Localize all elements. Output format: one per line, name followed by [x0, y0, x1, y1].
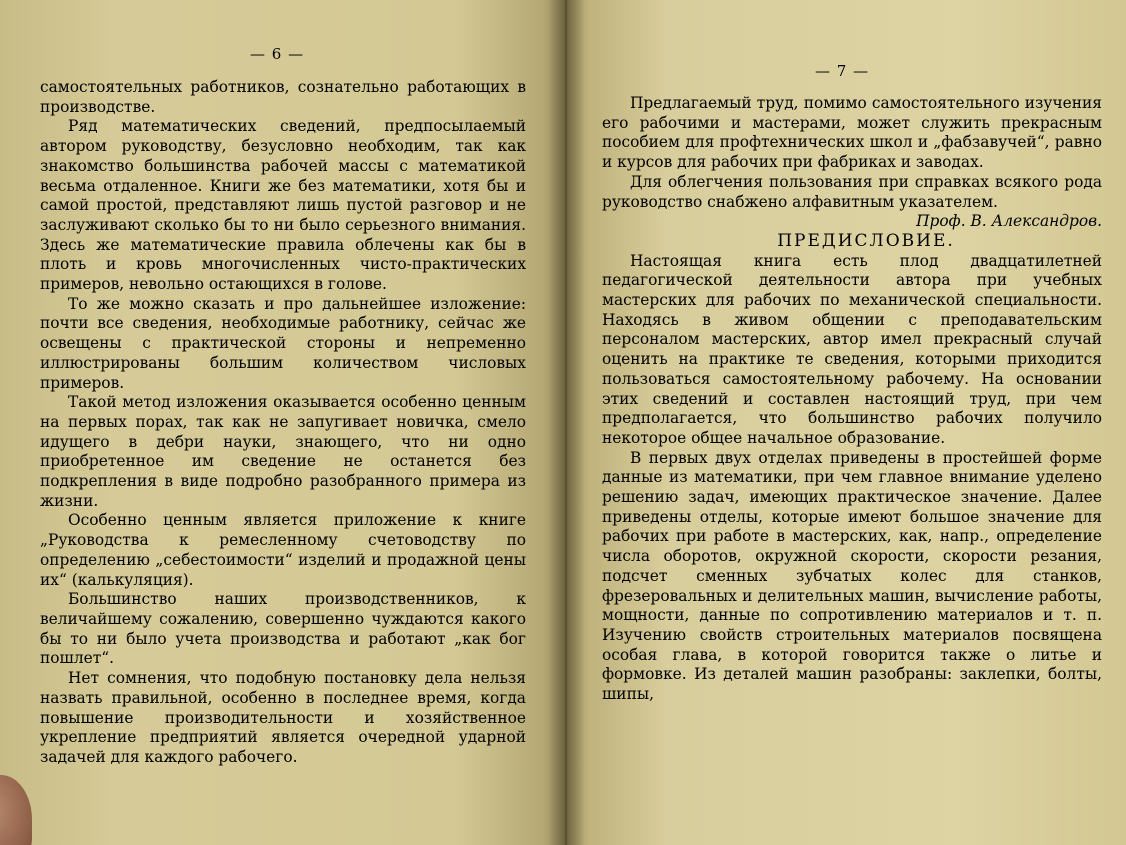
- book-gutter: [548, 0, 584, 845]
- paragraph: Ряд математических сведений, предпосылаемый автором руководству, безусловно необходим, так как знакомство большинства рабочей массы с математикой весьма отдаленное. Книги же без математики, хотя бы и самой простой, представляют лишь пустой разговор и не заслуживают сколько бы то ни было серьезного внимания. Здесь же математические правила облечены как бы в плоть и кровь многочисленных чисто-практических примеров, невольно остающихся в голове.: [40, 117, 526, 294]
- paragraph: Настоящая книга есть плод двадцатилетней педагогической деятельности автора при учебных мастерских для рабочих по механической специальности. Находясь в живом общении с преподавательским персоналом мастерских, автор имел прекрасный случай оценить на практике те сведения, которыми приходится пользоваться самостоятельному рабочему. На основании этих сведений и составлен настоящий труд, при чем предполагается, что большинство рабочих получило некоторое общее начальное образование.: [602, 251, 1102, 447]
- section-heading: ПРЕДИСЛОВИЕ.: [777, 230, 955, 251]
- paragraph: самостоятельных работников, сознательно работающих в производстве.: [40, 78, 526, 116]
- paragraph: Большинство наших производственников, к величайшему сожалению, совершенно чуждаются какого бы то ни было учета производства и работают „как бог пошлет“.: [40, 590, 526, 668]
- left-page-text: [40, 78, 526, 768]
- right-page-text: [602, 94, 1102, 705]
- paragraph: То же можно сказать и про дальнейшее изложение: почти все сведения, необходимые работнику, сейчас же освещены с практической стороны и непременно иллюстрированы большим количеством числовых примеров.: [40, 294, 526, 392]
- paragraph: Особенно ценным является приложение к книге „Руководства к ремесленному счетоводству по определению „себестоимости“ изделий и продажной цены их“ (калькуляция).: [40, 511, 526, 589]
- left-page-number: — 6 —: [250, 45, 305, 63]
- paragraph: Предлагаемый труд, помимо самостоятельного изучения его рабочими и мастерами, может служить прекрасным пособием для профтехнических школ и „фабзавучей“, равно и курсов для рабочих при фабриках и заводах.: [602, 94, 1102, 172]
- paragraph: Нет сомнения, что подобную постановку дела нельзя назвать правильной, особенно в последнее время, когда повышение производительности и хозяйственное укрепление предприятий является очередной ударной задачей для каждого рабочего.: [40, 669, 526, 766]
- paragraph: Такой метод изложения оказывается особенно ценным на первых порах, так как не запугивает новичка, смело идущего в дебри науки, знающего, что ни одно приобретенное им сведение не останется без подкрепления в виде подробно разобранного примера из жизни.: [40, 393, 526, 510]
- paragraph: Для облегчения пользования при справках всякого рода руководство снабжено алфавитным указателем.: [602, 172, 1102, 211]
- paragraph: В первых двух отделах приведены в простейшей форме данные из математики, при чем главное внимание уделено решению задач, имеющих практическое значение. Далее приведены отделы, которые имеют большое значение для рабочих при работе в мастерских, как, напр., определение числа оборотов, окружной скорости, скорости резания, подсчет сменных зубчатых колес для станков, фрезеровальных и делительных машин, вычисление работы, мощности, данные по сопротивлению материалов и т. п. Изучению свойств строительных материалов посвящена особая глава, в которой говорится также о литье и формовке. Из деталей машин разобраны: заклепки, болты, шипы,: [602, 448, 1102, 704]
- author-signature: Проф. В. Александров.: [916, 212, 1102, 231]
- right-page-number: — 7 —: [815, 62, 870, 80]
